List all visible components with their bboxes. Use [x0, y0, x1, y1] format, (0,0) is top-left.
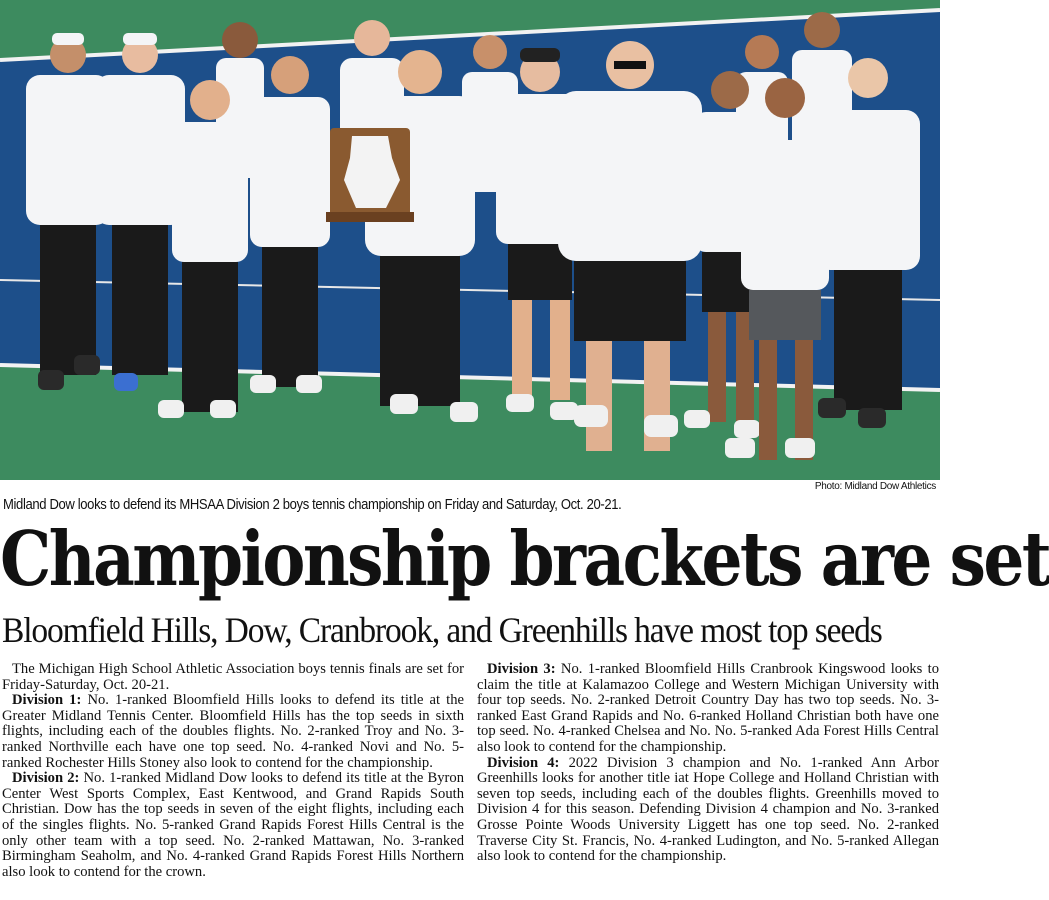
article-paragraph-division-2	[2, 771, 464, 880]
division-4-label: Division 4:	[487, 754, 560, 771]
trophy	[326, 128, 414, 222]
article-column-right	[477, 662, 939, 865]
intro-text: The Michigan High School Athletic Association boys tennis finals are set for Friday-Saturday, Oct. 20-21.	[2, 661, 464, 693]
division-4-text: 2022 Division 3 champion and No. 1-ranked Ann Arbor Greenhills looks for another title iat Hope College and Holland Christian with seven top seeds, including each of the doubles flights. Greenhills moved to Division 4 for this season. Defending Division 4 champion and No. 3-ranked Grosse Pointe Woods University Liggett has one top seed. No. 2-ranked Traverse City St. Francis, No. 4-ranked Ludington, and No. 5-ranked Allegan also look to contend for the championship.	[477, 754, 939, 865]
photo-caption: Midland Dow looks to defend its MHSAA Division 2 boys tennis championship on Friday and Saturday, Oct. 20-21.	[3, 497, 622, 513]
article-paragraph-intro	[2, 662, 464, 693]
article-paragraph-division-3	[477, 662, 939, 756]
division-2-text: No. 1-ranked Midland Dow looks to defend its title at the Byron Center West Sports Complex, East Kentwood, and Grand Rapids South Christian. Dow has the top seeds in seven of the eight flights, including each of the singles flights. No. 5-ranked Grand Rapids Forest Hills Central is the only other team with a top seed. No. 2-ranked Mattawan, No. 3-ranked Birmingham Seaholm, and No. 4-ranked Grand Rapids Forest Hills Northern also look to contend for the crown.	[2, 770, 464, 880]
division-2-label: Division 2:	[12, 770, 80, 787]
division-1-label: Division 1:	[12, 692, 82, 709]
photo-credit: Photo: Midland Dow Athletics	[814, 481, 936, 492]
subheadline: Bloomfield Hills, Dow, Cranbrook, and Greenhills have most top seeds	[2, 610, 882, 650]
division-3-text: No. 1-ranked Bloomfield Hills Cranbrook Kingswood looks to claim the title at Kalamazoo College and Western Michigan University with four top seeds. No. 2-ranked Detroit Country Day has two top seeds. No. 3-ranked East Grand Rapids and No. 6-ranked Holland Christian both have one top seed. No. 4-ranked Chelsea and No. No. 5-ranked Ada Forest Hills Central also look to contend for the championship.	[477, 661, 940, 755]
headline: Championship brackets are set	[0, 515, 1049, 603]
division-3-label: Division 3:	[487, 661, 556, 677]
article-paragraph-division-1	[2, 693, 464, 771]
team-photo-illustration	[0, 0, 940, 480]
team-photo	[0, 0, 940, 480]
article-paragraph-division-4	[477, 756, 939, 865]
article-column-left	[2, 662, 464, 880]
division-1-text: No. 1-ranked Bloomfield Hills looks to defend its title at the Greater Midland Tennis Center. Bloomfield Hills has the top seeds in sixth flights, including each of the doubles flights. No. 2-ranked Troy and No. 3-ranked Northville each have one top seed. No. 4-ranked Novi and No. 5-ranked Rochester Hills Stoney also look to contend for the championship.	[2, 692, 465, 771]
